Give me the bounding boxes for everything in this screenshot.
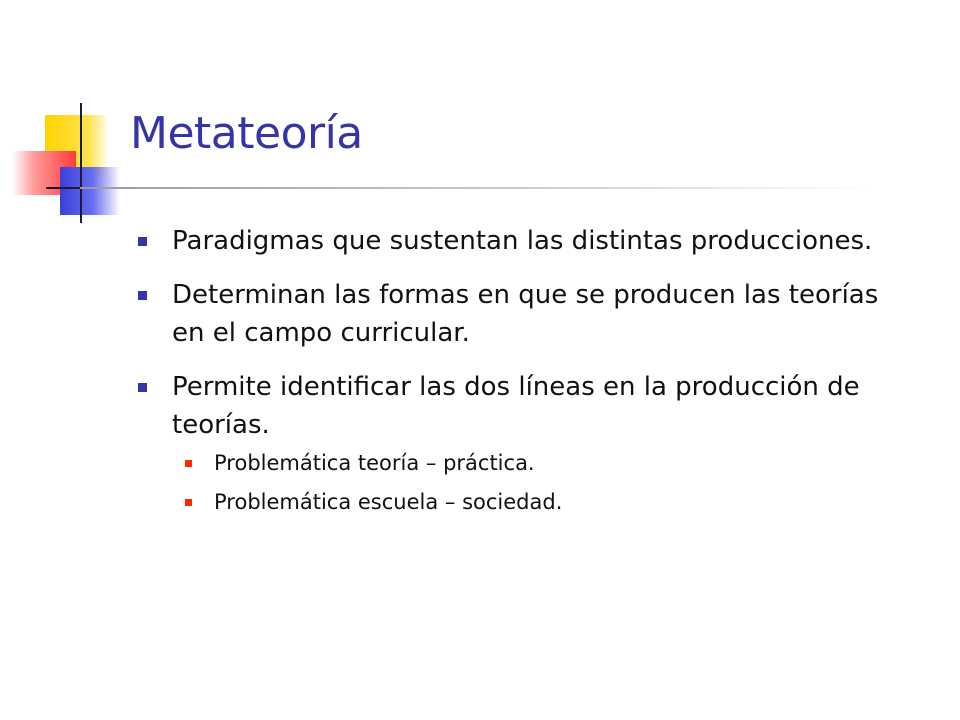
square-bullet-icon <box>138 383 147 392</box>
sub-bullet-item <box>130 487 900 517</box>
logo-vertical-line <box>80 103 82 223</box>
small-square-bullet-icon <box>185 460 192 467</box>
title-divider <box>80 187 870 189</box>
slide-title: Metateoría <box>130 108 363 159</box>
sub-bullet-item <box>130 448 900 478</box>
bullet-item <box>130 368 900 444</box>
logo-blue-square <box>60 167 120 215</box>
bullet-text: Permite identificar las dos líneas en la producción de teorías. <box>172 372 860 440</box>
sub-bullet-text: Problemática teoría – práctica. <box>214 451 535 475</box>
square-bullet-icon <box>138 291 147 300</box>
bullet-text: Paradigmas que sustentan las distintas producciones. <box>172 226 873 256</box>
square-bullet-icon <box>138 237 147 246</box>
decorative-squares-crosshair-icon <box>0 95 140 225</box>
sub-bullet-text: Problemática escuela – sociedad. <box>214 490 563 514</box>
bullet-item <box>130 276 900 352</box>
bullet-item <box>130 222 900 260</box>
bullet-text: Determinan las formas en que se producen las teorías en el campo curricular. <box>172 280 879 348</box>
slide-body <box>130 222 900 526</box>
small-square-bullet-icon <box>185 499 192 506</box>
